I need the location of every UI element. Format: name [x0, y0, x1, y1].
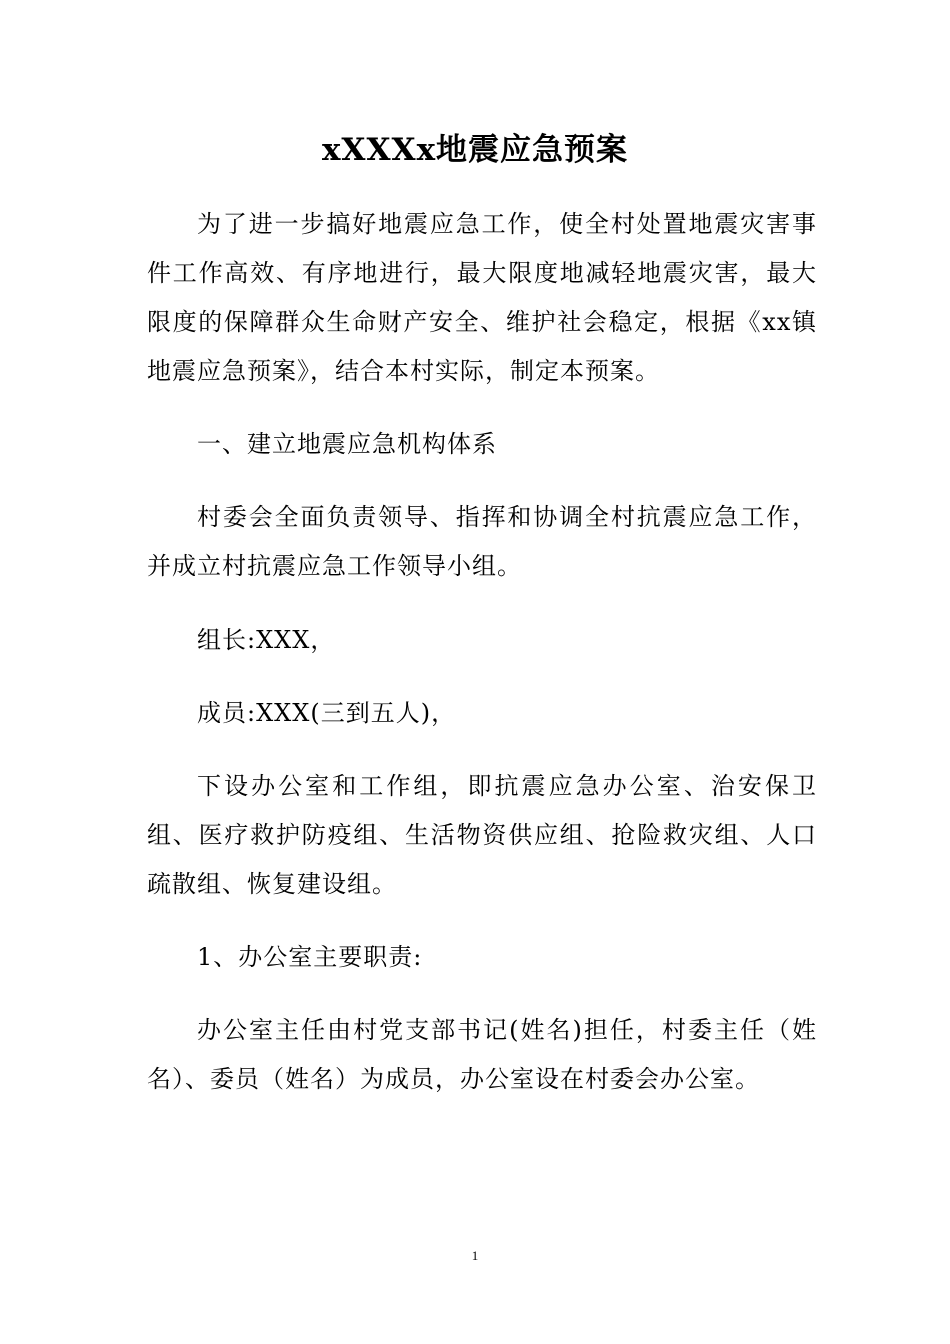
subsection-heading-office: 1、办公室主要职责:: [197, 943, 423, 971]
document-title: xXXXx地震应急预案: [321, 132, 629, 168]
section-heading-1: 一、建立地震应急机构体系: [197, 430, 497, 458]
paragraph-leader: 组长:XXX，: [197, 626, 336, 654]
paragraph-office-details: 办公室主任由村党支部书记(姓名)担任，村委主任（姓名）、委员（姓名）为成员，办公室设在村委会办公室。: [147, 1016, 817, 1093]
paragraph-intro: 为了进一步搞好地震应急工作，使全村处置地震灾害事件工作高效、有序地进行，最大限度地减轻地震灾害，最大限度的保障群众生命财产安全、维护社会稳定，根据《xx镇地震应急预案》，结合本村实际，制定本预案。: [147, 210, 817, 385]
paragraph-members: 成员:XXX(三到五人)，: [197, 699, 457, 727]
paragraph-committee: 村委会全面负责领导、指挥和协调全村抗震应急工作，并成立村抗震应急工作领导小组。: [147, 503, 817, 580]
paragraph-work-groups: 下设办公室和工作组，即抗震应急办公室、治安保卫组、医疗救护防疫组、生活物资供应组、抢险救灾组、人口疏散组、恢复建设组。: [147, 772, 817, 898]
page-number: 1: [471, 1248, 479, 1263]
